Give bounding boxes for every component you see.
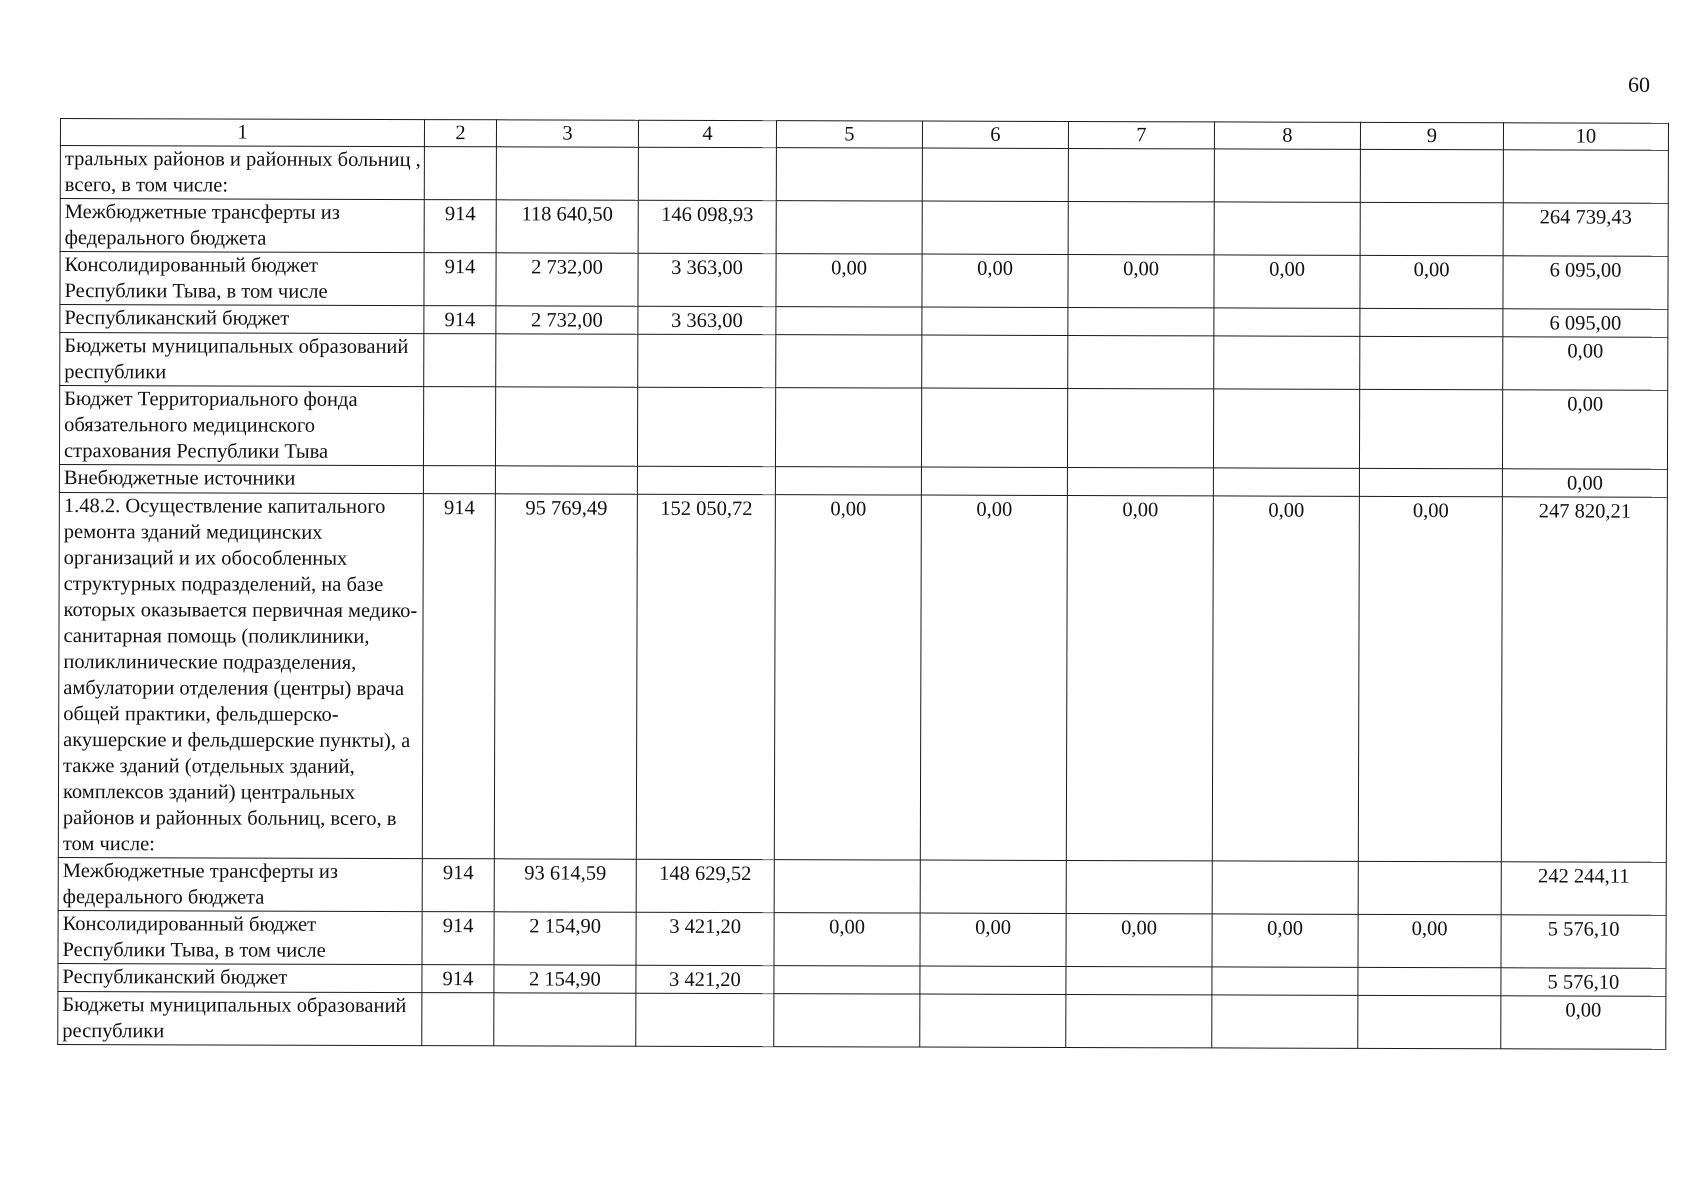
table-row [60, 333, 1668, 391]
cell-col10: 264 739,43 [1503, 203, 1668, 256]
cell-code [422, 993, 494, 1046]
cell-col10: 5 576,10 [1501, 968, 1666, 996]
row-name: Бюджеты муниципальных образований республики [60, 333, 424, 387]
cell-col5 [774, 994, 920, 1047]
cell-col8 [1213, 389, 1359, 468]
cell-col7 [1068, 307, 1214, 335]
cell-col6: 0,00 [922, 254, 1068, 307]
table-row [58, 991, 1666, 1049]
cell-code: 914 [424, 306, 496, 334]
cell-col3: 2 732,00 [496, 253, 638, 306]
row-name: 1.48.2. Осуществление капитального ремонта зданий медицинских организаций и их обособленных структурных подразделений, на базе которых оказывается первичная медико-санитарная помощь (поликлиники, поликлинические подразделения, амбулатории отделения (центры) врача общей практики, фельдшерско-акушерские и фельдшерские пункты), а также зданий (отдельных зданий, комплексов зданий) центральных районов и районных больниц, всего, в том числе: [58, 492, 423, 858]
cell-col9 [1360, 308, 1503, 336]
row-name: Консолидированный бюджет Республики Тыва, в том числе [60, 252, 424, 306]
cell-col8 [1212, 995, 1358, 1048]
cell-col8 [1214, 202, 1360, 255]
cell-col4: 3 363,00 [638, 306, 776, 334]
cell-col8 [1212, 861, 1358, 914]
cell-col7: 0,00 [1066, 913, 1212, 966]
cell-col5 [776, 335, 922, 388]
cell-col5 [774, 966, 920, 994]
cell-col8 [1214, 336, 1360, 389]
cell-col5 [776, 307, 922, 335]
cell-col10: 0,00 [1501, 996, 1666, 1049]
cell-col10: 242 244,11 [1501, 862, 1666, 915]
cell-col4: 3 421,20 [636, 965, 774, 993]
cell-col10 [1503, 150, 1668, 203]
cell-col7 [1066, 994, 1212, 1047]
cell-col6 [921, 467, 1067, 495]
cell-col10: 0,00 [1503, 337, 1668, 390]
cell-col7 [1066, 966, 1212, 994]
row-name: Межбюджетные трансферты из федерального бюджета [58, 857, 422, 911]
cell-col6: 0,00 [920, 495, 1067, 860]
cell-col6 [922, 201, 1068, 254]
cell-col3: 93 614,59 [494, 859, 636, 912]
cell-col7 [1068, 335, 1214, 388]
cell-col7: 0,00 [1068, 254, 1214, 307]
cell-code: 914 [422, 494, 495, 859]
cell-code [423, 466, 495, 494]
cell-col8: 0,00 [1212, 914, 1358, 967]
cell-col10: 5 576,10 [1501, 915, 1666, 968]
cell-col6 [921, 388, 1067, 467]
row-name: Республиканский бюджет [58, 963, 422, 992]
cell-col4: 3 421,20 [636, 912, 774, 965]
cell-col5: 0,00 [776, 254, 922, 307]
cell-code: 914 [422, 912, 494, 965]
cell-col4 [637, 466, 775, 494]
cell-col6: 0,00 [920, 913, 1066, 966]
cell-col9 [1360, 149, 1503, 202]
column-header-2: 2 [424, 120, 496, 147]
cell-col4: 152 050,72 [636, 494, 775, 859]
column-header-10: 10 [1503, 123, 1668, 150]
cell-col6 [922, 335, 1068, 388]
cell-col5: 0,00 [774, 495, 921, 860]
cell-col3 [494, 993, 636, 1046]
cell-col6 [920, 994, 1066, 1047]
column-header-5: 5 [776, 121, 922, 148]
cell-col3 [495, 466, 637, 494]
cell-col7: 0,00 [1066, 495, 1213, 860]
cell-col4 [636, 993, 774, 1046]
table-row [60, 146, 1668, 204]
cell-col3 [496, 147, 638, 200]
cell-code: 914 [422, 965, 494, 993]
cell-col3: 2 732,00 [496, 306, 638, 334]
table-row [58, 857, 1666, 915]
cell-col9: 0,00 [1358, 914, 1501, 967]
row-name: Внебюджетные источники [59, 464, 423, 493]
table-row [60, 252, 1668, 310]
cell-col10: 0,00 [1502, 390, 1667, 469]
cell-col10: 247 820,21 [1501, 497, 1667, 862]
cell-col5 [775, 388, 921, 467]
cell-col4 [638, 334, 776, 387]
cell-col6 [920, 966, 1066, 994]
cell-col4: 3 363,00 [638, 253, 776, 306]
cell-col8 [1212, 967, 1358, 995]
table-row [58, 910, 1666, 968]
row-name: тральных районов и районных больниц , всего, в том числе: [60, 146, 424, 200]
cell-col5 [774, 860, 920, 913]
cell-col4 [638, 147, 776, 200]
column-header-9: 9 [1360, 122, 1503, 149]
column-header-1: 1 [60, 119, 424, 147]
cell-col6 [922, 148, 1068, 201]
cell-col5: 0,00 [774, 913, 920, 966]
page-number: 60 [1628, 72, 1650, 97]
cell-col9 [1358, 995, 1501, 1048]
table-row [59, 386, 1667, 470]
cell-col5 [776, 148, 922, 201]
cell-col9 [1359, 389, 1502, 468]
cell-col10: 6 095,00 [1503, 256, 1668, 309]
table-body [58, 119, 1669, 1050]
cell-col3: 95 769,49 [494, 494, 637, 859]
cell-col3: 2 154,90 [494, 965, 636, 993]
budget-sheet [57, 118, 1668, 1050]
cell-col7 [1068, 148, 1214, 201]
cell-col10: 0,00 [1502, 469, 1667, 497]
cell-col7 [1066, 860, 1212, 913]
cell-col8: 0,00 [1214, 255, 1360, 308]
cell-col9 [1358, 861, 1501, 914]
cell-col5 [776, 201, 922, 254]
cell-col8 [1214, 308, 1360, 336]
cell-col4 [637, 387, 775, 466]
cell-col3: 2 154,90 [494, 912, 636, 965]
cell-code [424, 147, 496, 200]
row-name: Республиканский бюджет [60, 305, 424, 334]
cell-col4: 146 098,93 [638, 200, 776, 253]
budget-table [57, 118, 1669, 1050]
cell-col7 [1067, 388, 1213, 467]
cell-col3: 118 640,50 [496, 200, 638, 253]
cell-col3 [495, 387, 637, 466]
cell-code: 914 [424, 253, 496, 306]
cell-col7 [1067, 467, 1213, 495]
cell-col9 [1358, 967, 1501, 995]
column-header-3: 3 [496, 120, 638, 147]
column-header-8: 8 [1214, 122, 1360, 149]
cell-col9 [1360, 202, 1503, 255]
cell-code [424, 334, 496, 387]
cell-code: 914 [424, 200, 496, 253]
cell-col9 [1359, 468, 1502, 496]
cell-col5 [775, 467, 921, 495]
column-header-7: 7 [1068, 121, 1214, 148]
cell-col9: 0,00 [1360, 255, 1503, 308]
cell-col8 [1213, 468, 1359, 496]
column-header-4: 4 [638, 120, 776, 147]
cell-col3 [496, 334, 638, 387]
cell-col9: 0,00 [1358, 496, 1502, 861]
row-name: Бюджет Территориального фонда обязательного медицинского страхования Республики Тыва [59, 386, 423, 466]
cell-col9 [1360, 336, 1503, 389]
cell-col4: 148 629,52 [636, 859, 774, 912]
table-row [60, 199, 1668, 257]
cell-code [423, 387, 495, 466]
cell-col7 [1068, 201, 1214, 254]
row-name: Бюджеты муниципальных образований республики [58, 991, 422, 1045]
cell-col10: 6 095,00 [1503, 309, 1668, 337]
cell-col8 [1214, 149, 1360, 202]
cell-col6 [920, 860, 1066, 913]
cell-code: 914 [422, 859, 494, 912]
column-header-6: 6 [922, 121, 1068, 148]
row-name: Межбюджетные трансферты из федерального бюджета [60, 199, 424, 253]
table-row [58, 492, 1667, 862]
cell-col6 [922, 307, 1068, 335]
cell-col8: 0,00 [1212, 496, 1359, 861]
row-name: Консолидированный бюджет Республики Тыва, в том числе [58, 910, 422, 964]
